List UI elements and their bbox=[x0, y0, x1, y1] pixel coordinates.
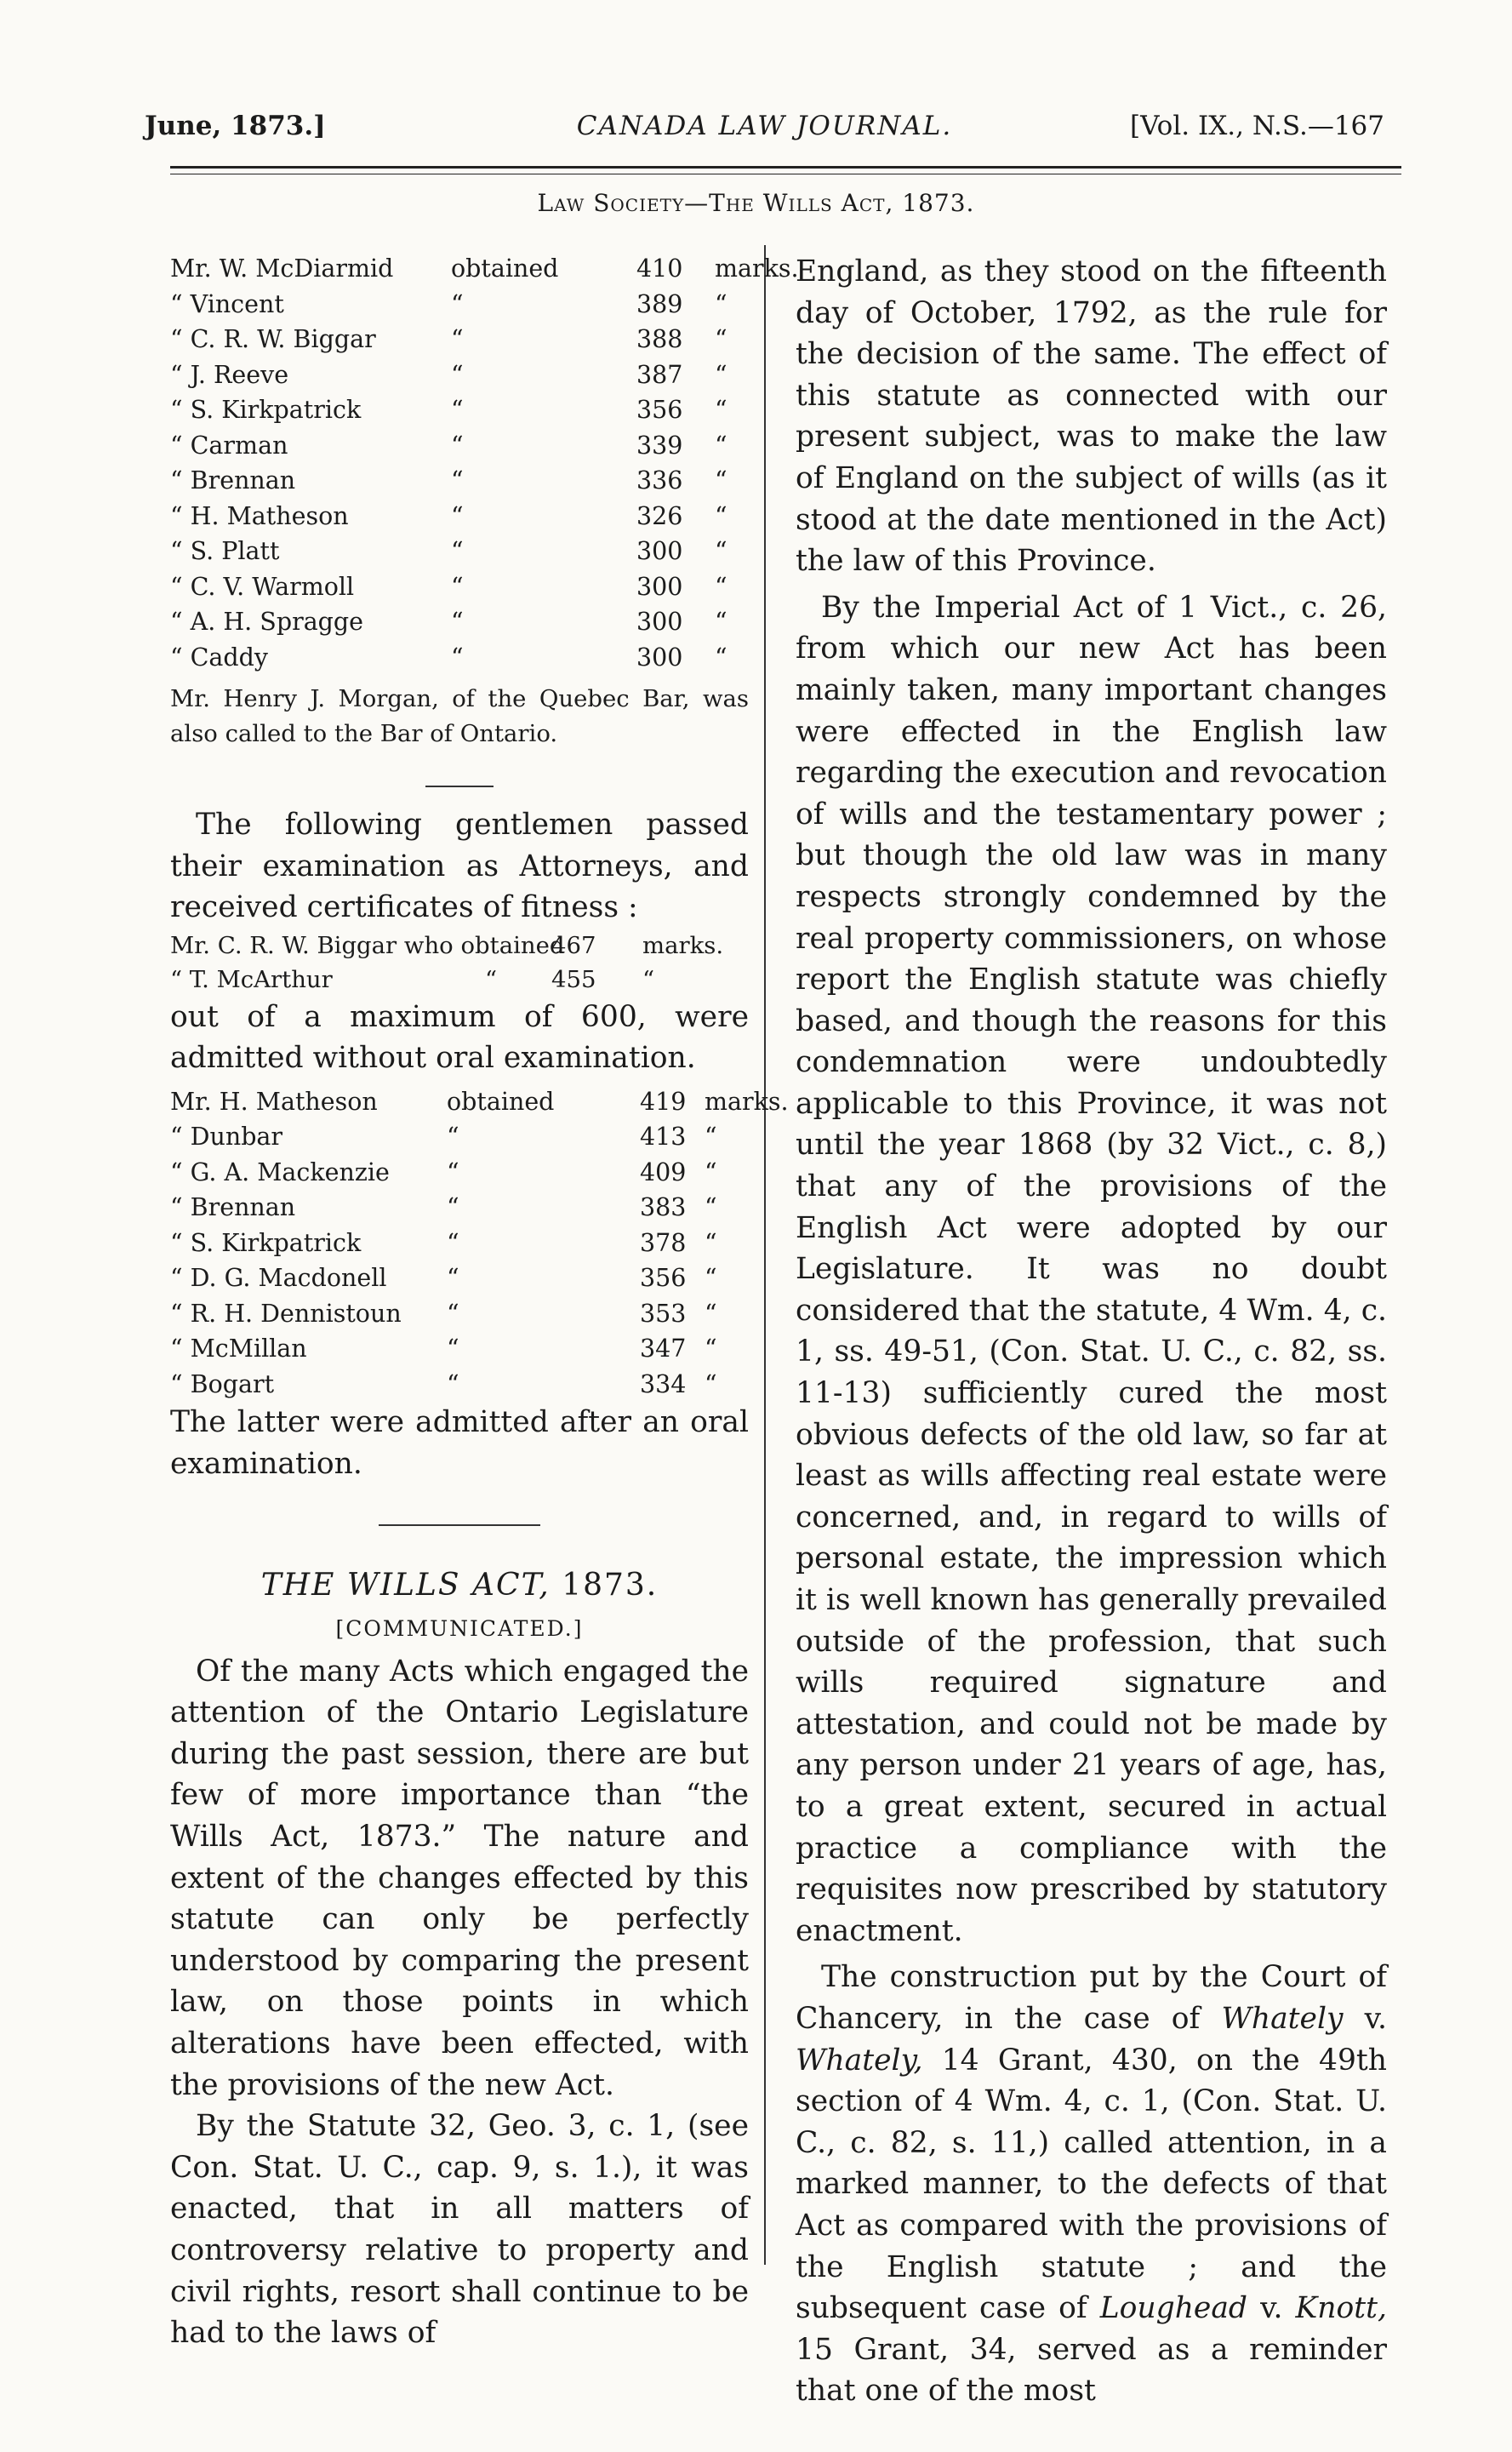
obtained-label: “ bbox=[447, 1123, 459, 1152]
marks-row bbox=[170, 1119, 749, 1155]
marks-value: 419 bbox=[640, 1087, 687, 1116]
candidate-name: “ Bogart bbox=[170, 1369, 275, 1398]
marks-unit: “ bbox=[705, 1299, 717, 1328]
marks-value: 353 bbox=[640, 1299, 687, 1328]
versus: v. bbox=[1364, 2001, 1387, 2036]
marks-value: 300 bbox=[636, 537, 683, 565]
obtained-label: “ bbox=[447, 1335, 459, 1363]
marks-value: 388 bbox=[636, 325, 683, 353]
separator-rule bbox=[425, 786, 494, 787]
candidate-name: “ Caddy bbox=[170, 643, 269, 672]
marks-unit: “ bbox=[705, 1228, 717, 1257]
marks-value: 326 bbox=[636, 501, 683, 530]
marks-row bbox=[170, 1367, 749, 1403]
marks-value: 356 bbox=[640, 1264, 687, 1293]
marks-unit: “ bbox=[715, 608, 727, 636]
candidate-name: “ D. G. Macdonell bbox=[170, 1264, 387, 1293]
ditto-mark: “ bbox=[485, 965, 498, 993]
obtained-label: “ bbox=[447, 1264, 459, 1293]
marks-unit: marks. bbox=[715, 254, 799, 283]
marks-value: 300 bbox=[636, 608, 683, 636]
obtained-label: “ bbox=[447, 1157, 459, 1186]
marks-unit: “ bbox=[705, 1369, 717, 1398]
candidate-name: “ S. Kirkpatrick bbox=[170, 1228, 362, 1257]
candidate-name: “ S. Kirkpatrick bbox=[170, 396, 362, 424]
marks-row bbox=[170, 428, 749, 464]
article-subtitle: [COMMUNICATED.] bbox=[335, 1615, 584, 1641]
marks-row bbox=[170, 322, 749, 357]
obtained-label: “ bbox=[447, 1369, 459, 1398]
obtained-label: “ bbox=[451, 501, 464, 530]
obtained-label: “ bbox=[451, 643, 464, 672]
left-column bbox=[170, 251, 799, 2354]
marks-unit: “ bbox=[715, 360, 727, 389]
candidate-name: Mr. H. Matheson bbox=[170, 1087, 378, 1116]
barristers-marks-list bbox=[170, 251, 799, 675]
attorneys-top-list bbox=[170, 929, 749, 997]
marks-value: 356 bbox=[636, 396, 683, 424]
marks-row bbox=[170, 287, 749, 323]
marks-value: 378 bbox=[640, 1228, 687, 1257]
marks-unit: “ bbox=[715, 396, 727, 424]
running-header bbox=[145, 111, 1384, 153]
candidate-name: “ Carman bbox=[170, 431, 288, 460]
marks-value: 383 bbox=[640, 1193, 687, 1222]
marks-unit: “ bbox=[715, 572, 727, 601]
article-title bbox=[170, 1563, 749, 1608]
para5-text-c: 15 Grant, 34, served as a reminder that one of the most bbox=[796, 2332, 1387, 2409]
marks-value: 334 bbox=[640, 1369, 687, 1398]
marks-value: 467 bbox=[551, 931, 596, 959]
marks-row bbox=[170, 1331, 749, 1367]
marks-unit: “ bbox=[715, 537, 727, 565]
candidate-name: “ A. H. Spragge bbox=[170, 608, 364, 636]
candidate-name: “ R. H. Dennistoun bbox=[170, 1299, 402, 1328]
marks-row bbox=[170, 1190, 749, 1226]
marks-value: 300 bbox=[636, 643, 683, 672]
candidate-name: “ McMillan bbox=[170, 1335, 307, 1363]
candidate-name: “ Brennan bbox=[170, 1193, 296, 1222]
marks-unit: “ bbox=[715, 431, 727, 460]
case-name-whately: Whately bbox=[1221, 2001, 1344, 2036]
marks-unit: “ bbox=[705, 1157, 717, 1186]
article-paragraph-3: England, as they stood on the fifteenth day of October, 1792, as the rule for the decision of the same. The effect of this statute as connected with our present subject, was to make the law of England on the subject of wills (as it stood at the date mentioned in the Act) the law of this Province. bbox=[796, 254, 1387, 579]
oral-note: The latter were admitted after an oral examination. bbox=[170, 1405, 749, 1482]
candidate-name: “ Vincent bbox=[170, 289, 284, 318]
marks-row bbox=[170, 569, 749, 605]
marks-value: 339 bbox=[636, 431, 683, 460]
para5-text-b: 14 Grant, 430, on the 49th section of 4 Wm. 4, c. 1, (Con. Stat. U. C., c. 82, s. 11,) called attention, in a marked manner, to the defects of that Act as compared with the provisions of the English statute ; and the subsequent case of bbox=[796, 2043, 1387, 2326]
marks-value: 389 bbox=[636, 289, 683, 318]
header-rule bbox=[170, 166, 1401, 174]
marks-row bbox=[170, 534, 749, 569]
marks-unit: “ bbox=[715, 289, 727, 318]
marks-row bbox=[170, 1296, 749, 1332]
candidate-name: “ C. R. W. Biggar bbox=[170, 325, 376, 353]
marks-row bbox=[170, 604, 749, 640]
marks-value: 300 bbox=[636, 572, 683, 601]
obtained-label: “ bbox=[451, 572, 464, 601]
marks-row bbox=[170, 499, 749, 534]
marks-value: 387 bbox=[636, 360, 683, 389]
marks-unit: “ bbox=[715, 466, 727, 494]
article-paragraph-4: By the Imperial Act of 1 Vict., c. 26, from which our new Act has been mainly taken, many important changes were effected in the English law regarding the execution and revocation of wills and the testamentary power ; but though the old law was in many respects strongly condemned by the real property commissioners, on whose report the English statute was chiefly based, and though the reasons for this condemnation were undoubtedly applicable to this Province, it was not until the year 1868 (by 32 Vict., c. 8,) that any of the provisions of the English Act were adopted by our Legislature. It was no doubt considered that the statute, 4 Wm. 4, c. 1, ss. 49-51, (Con. Stat. U. C., c. 82, ss. 11-13) sufficiently cured the most obvious defects of the old law, so far at least as wills affecting real estate were concerned, and, in regard to wills of personal estate, the impression which it is well known has generally prevailed outside of the profession, that such wills required signature and attestation, and could not be made by any person under 21 years of age, has, to a great extent, secured in actual practice a compliance with the requisites now prescribed by statutory enactment. bbox=[796, 590, 1387, 1948]
marks-unit: marks. bbox=[705, 1087, 789, 1116]
marks-unit: “ bbox=[715, 325, 727, 353]
attorneys-oral-marks-list bbox=[170, 1084, 789, 1403]
obtained-label: “ bbox=[451, 325, 464, 353]
candidate-name: “ J. Reeve bbox=[170, 360, 289, 389]
obtained-label: “ bbox=[447, 1299, 459, 1328]
candidate-name: “ H. Matheson bbox=[170, 501, 349, 530]
journal-title: CANADA LAW JOURNAL. bbox=[576, 111, 953, 141]
obtained-label: “ bbox=[451, 537, 464, 565]
obtained-label: “ bbox=[451, 431, 464, 460]
candidate-name: Mr. C. R. W. Biggar who obtained bbox=[170, 931, 565, 959]
article-paragraph-2: By the Statute 32, Geo. 3, c. 1, (see Con. Stat. U. C., cap. 9, s. 1.), it was enacted, that in all matters of controversy relative to property and civil rights, resort shall continue to be had to the laws of bbox=[170, 2109, 749, 2351]
marks-unit: “ bbox=[642, 965, 655, 993]
morgan-note: Mr. Henry J. Morgan, of the Quebec Bar, was also called to the Bar of Ontario. bbox=[170, 685, 749, 747]
marks-unit: “ bbox=[715, 501, 727, 530]
candidate-name: Mr. W. McDiarmid bbox=[170, 254, 394, 283]
obtained-label: “ bbox=[451, 396, 464, 424]
para5-text-a: The construction put by the Court of Chancery, in the case of bbox=[796, 1960, 1387, 2036]
obtained-label: “ bbox=[447, 1193, 459, 1222]
marks-row bbox=[170, 1155, 749, 1191]
marks-unit: “ bbox=[705, 1264, 717, 1293]
marks-unit: marks. bbox=[642, 931, 724, 959]
marks-row bbox=[170, 392, 749, 428]
obtained-label: obtained bbox=[451, 254, 559, 283]
marks-value: 409 bbox=[640, 1157, 687, 1186]
volume-page-number: [Vol. IX., N.S.—167 bbox=[1130, 111, 1384, 141]
article-separator-rule bbox=[379, 1524, 540, 1526]
obtained-label: “ bbox=[451, 608, 464, 636]
candidate-name: “ T. McArthur bbox=[170, 965, 333, 993]
marks-unit: “ bbox=[715, 643, 727, 672]
right-column bbox=[796, 251, 1387, 2412]
marks-row bbox=[170, 929, 749, 963]
case-name-loughead: Loughead bbox=[1099, 2291, 1247, 2326]
case-name-knott: Knott, bbox=[1295, 2291, 1387, 2326]
case-name-whately-2: Whately, bbox=[796, 2043, 923, 2078]
marks-unit: “ bbox=[705, 1123, 717, 1152]
marks-row bbox=[170, 463, 749, 499]
versus-2: v. bbox=[1260, 2291, 1283, 2326]
obtained-label: “ bbox=[451, 360, 464, 389]
marks-row bbox=[170, 1260, 749, 1296]
candidate-name: “ C. V. Warmoll bbox=[170, 572, 355, 601]
marks-row bbox=[170, 357, 749, 393]
marks-value: 336 bbox=[636, 466, 683, 494]
obtained-label: “ bbox=[451, 289, 464, 318]
candidate-name: “ G. A. Mackenzie bbox=[170, 1157, 390, 1186]
section-heading: Law Society—The Wills Act, 1873. bbox=[537, 189, 975, 217]
column-divider bbox=[764, 245, 766, 2265]
obtained-label: “ bbox=[451, 466, 464, 494]
obtained-label: obtained bbox=[447, 1087, 555, 1116]
marks-value: 410 bbox=[636, 254, 683, 283]
article-title-year: 1873. bbox=[562, 1567, 659, 1603]
attorneys-top-note: out of a maximum of 600, were admitted without oral examination. bbox=[170, 999, 749, 1076]
marks-row bbox=[170, 640, 749, 676]
candidate-name: “ Brennan bbox=[170, 466, 296, 494]
article-title-text: THE WILLS ACT, bbox=[260, 1567, 551, 1603]
candidate-name: “ S. Platt bbox=[170, 537, 280, 565]
marks-value: 413 bbox=[640, 1123, 687, 1152]
marks-row bbox=[170, 1226, 749, 1261]
marks-row bbox=[170, 963, 749, 997]
marks-unit: “ bbox=[705, 1193, 717, 1222]
attorneys-intro: The following gentlemen passed their examination as Attorneys, and received certificates of fitness : bbox=[170, 808, 749, 925]
header-date: June, 1873.] bbox=[145, 111, 326, 141]
article-paragraph-5 bbox=[796, 1957, 1387, 2412]
article-paragraph-1: Of the many Acts which engaged the attention of the Ontario Legislature during the past session, there are but few of more importance than “the Wills Act, 1873.” The nature and extent of the changes effected by this statute can only be perfectly understood by comparing the present law, on those points in which alterations have been effected, with the provisions of the new Act. bbox=[170, 1654, 749, 2102]
candidate-name: “ Dunbar bbox=[170, 1123, 283, 1152]
marks-unit: “ bbox=[705, 1335, 717, 1363]
marks-row bbox=[170, 251, 799, 287]
obtained-label: “ bbox=[447, 1228, 459, 1257]
marks-row bbox=[170, 1084, 789, 1120]
marks-value: 347 bbox=[640, 1335, 687, 1363]
marks-value: 455 bbox=[551, 965, 596, 993]
